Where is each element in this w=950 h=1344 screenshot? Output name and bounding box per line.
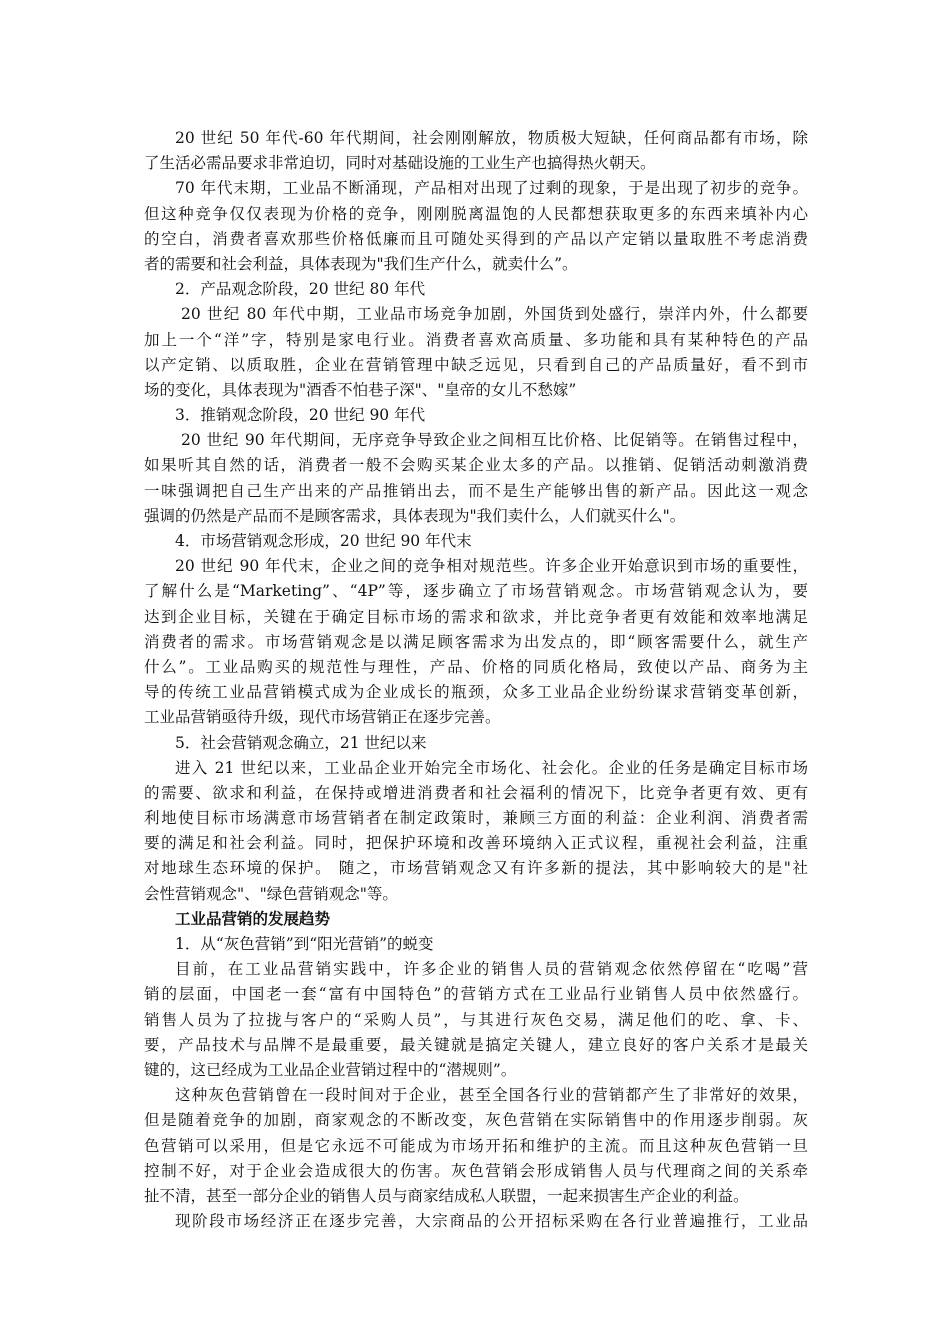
- section-heading: 2．产品观念阶段，20 世纪 80 年代: [175, 280, 426, 299]
- section-heading: 1．从“灰色营销”到“阳光营销”的蜕变: [175, 935, 434, 953]
- paragraph-line: 进入 21 世纪以来，工业品企业开始完全市场化、社会化。企业的任务是确定目标市场: [175, 758, 808, 777]
- paragraph-line: 要的满足和社会利益。同时，把保护环境和改善环境纳入正式议程，重视社会利益，注重: [144, 834, 808, 853]
- paragraph-line: 达到企业目标，关键在于确定目标市场的需求和欲求，并比竞争者更有效能和效率地满足: [144, 607, 808, 626]
- paragraph-line: 利地使目标市场满意市场营销者在制定政策时，兼顾三方面的利益：企业利润、消费者需: [144, 809, 808, 828]
- paragraph-line: 20 世纪 80 年代中期，工业品市场竞争加剧，外国货到处盛行，崇洋内外，什么都要: [181, 305, 808, 324]
- paragraph-line: 强调的仍然是产品而不是顾客需求，具体表现为"我们卖什么，人们就买什么"。: [144, 506, 686, 525]
- section-heading: 3．推销观念阶段，20 世纪 90 年代: [175, 406, 426, 425]
- paragraph-line: 消费者的需求。市场营销观念是以满足顾客需求为出发点的，即“顾客需要什么，就生产: [144, 632, 808, 651]
- paragraph-line: 要，产品技术与品牌不是最重要，最关键就是搞定关键人，建立良好的客户关系才是最关: [144, 1035, 808, 1054]
- paragraph-line: 以产定销、以质取胜，企业在营销管理中缺乏远见，只看到自己的产品质量好，看不到市: [144, 355, 808, 374]
- paragraph-line: 场的变化，具体表现为"酒香不怕巷子深"、"皇帝的女儿不愁嫁”: [144, 380, 577, 399]
- paragraph-line: 销的层面，中国老一套“富有中国特色”的营销方式在工业品行业销售人员中依然盛行。: [144, 985, 808, 1004]
- paragraph-line: 了生活必需品要求非常迫切，同时对基础设施的工业生产也搞得热火朝天。: [144, 154, 656, 173]
- paragraph-line: 但是随着竞争的加剧，商家观念的不断改变，灰色营销在实际销售中的作用逐步削弱。灰: [144, 1111, 808, 1130]
- paragraph-line: 20 世纪 90 年代末，企业之间的竞争相对规范些。许多企业开始意识到市场的重要性，: [175, 557, 808, 576]
- paragraph-line: 加上一个“洋”字，特别是家电行业。消费者喜欢高质量、多功能和具有某种特色的产品: [144, 330, 808, 349]
- paragraph-line: 什么”。工业品购买的规范性与理性，产品、价格的同质化格局，致使以产品、商务为主: [144, 657, 808, 676]
- paragraph-line: 导的传统工业品营销模式成为企业成长的瓶颈，众多工业品企业纷纷谋求营销变革创新，: [144, 683, 808, 702]
- document-body: [144, 126, 808, 1234]
- paragraph-line: 了解什么是“Marketing”、“4P”等，逐步确立了市场营销观念。市场营销观念认为，要: [144, 582, 808, 601]
- paragraph-line: 销售人员为了拉拢与客户的“采购人员”，与其进行灰色交易，满足他们的吃、拿、卡、: [144, 1010, 808, 1029]
- paragraph-line: 这种灰色营销曾在一段时间对于企业，甚至全国各行业的营销都产生了非常好的效果，: [175, 1086, 808, 1105]
- paragraph-line: 键的，这已经成为工业品企业营销过程中的“潜规则”。: [144, 1060, 517, 1079]
- paragraph-line: 如果听其自然的话，消费者一般不会购买某企业太多的产品。以推销、促销活动刺激消费: [144, 456, 808, 475]
- paragraph-line: 20 世纪 50 年代-60 年代期间，社会刚刚解放，物质极大短缺，任何商品都有市场，除: [175, 129, 808, 147]
- chapter-heading: 工业品营销的发展趋势: [175, 909, 331, 928]
- paragraph-line: 者的需要和社会利益，具体表现为"我们生产什么，就卖什么”。: [144, 254, 578, 273]
- paragraph-line: 工业品营销亟待升级，现代市场营销正在逐步完善。: [144, 708, 501, 727]
- paragraph-line: 控制不好，对于企业会造成很大的伤害。灰色营销会形成销售人员与代理商之间的关系牵: [144, 1161, 808, 1180]
- paragraph-line: 的空白，消费者喜欢那些价格低廉而且可随处买得到的产品以产定销以量取胜不考虑消费: [144, 229, 808, 248]
- paragraph-line: 的需要、欲求和利益，在保持或增进消费者和社会福利的情况下，比竞争者更有效、更有: [144, 783, 808, 802]
- paragraph-line: 目前，在工业品营销实践中，许多企业的销售人员的营销观念依然停留在“吃喝”营: [175, 960, 808, 979]
- paragraph-line: 会性营销观念"、"绿色营销观念"等。: [144, 884, 398, 903]
- section-heading: 5．社会营销观念确立，21 世纪以来: [175, 733, 427, 752]
- paragraph-line: 色营销可以采用，但是它永远不可能成为市场开拓和维护的主流。而且这种灰色营销一旦: [144, 1136, 808, 1155]
- paragraph-line: 70 年代末期，工业品不断涌现，产品相对出现了过剩的现象，于是出现了初步的竞争。: [175, 179, 808, 198]
- section-heading: 4．市场营销观念形成，20 世纪 90 年代末: [175, 532, 472, 550]
- paragraph-line: 20 世纪 90 年代期间，无序竞争导致企业之间相互比价格、比促销等。在销售过程中，: [181, 431, 808, 450]
- paragraph-line: 一味强调把自己生产出来的产品推销出去，而不是生产能够出售的新产品。因此这一观念: [144, 481, 808, 500]
- paragraph-line: 对地球生态环境的保护。 随之，市场营销观念又有许多新的提法，其中影响较大的是"社: [144, 859, 808, 878]
- paragraph-line: 现阶段市场经济正在逐步完善，大宗商品的公开招标采购在各行业普遍推行，工业品: [175, 1212, 808, 1231]
- paragraph-line: 扯不清，甚至一部分企业的销售人员与商家结成私人联盟，一起来损害生产企业的利益。: [144, 1186, 749, 1205]
- paragraph-line: 但这种竞争仅仅表现为价格的竞争，刚刚脱离温饱的人民都想获取更多的东西来填补内心: [144, 204, 808, 223]
